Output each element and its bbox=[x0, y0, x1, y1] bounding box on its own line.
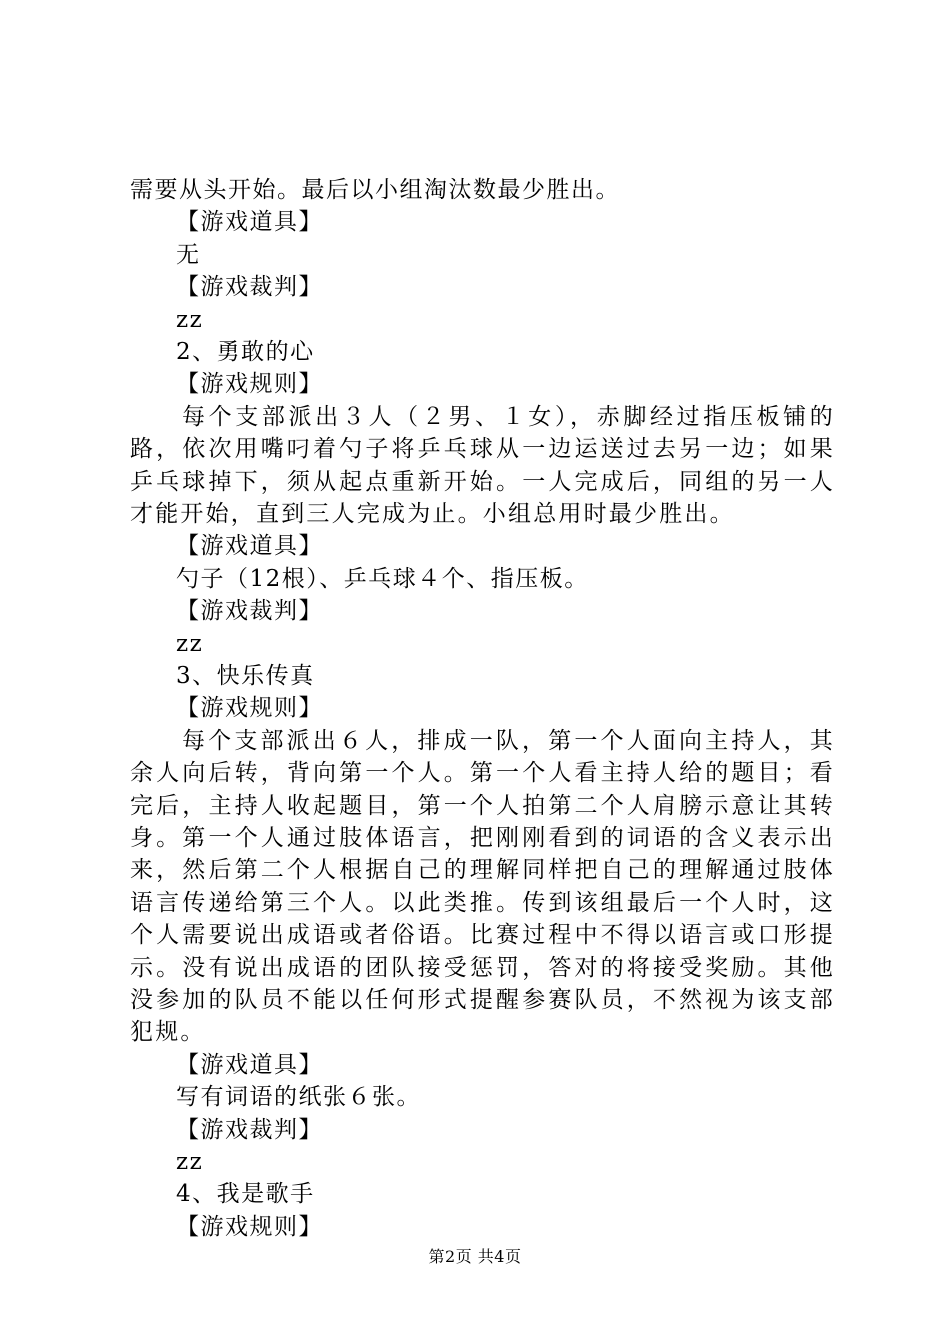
game-heading: 2、勇敢的心 bbox=[176, 338, 315, 365]
section-label-referee: 【游戏裁判】 bbox=[176, 274, 323, 301]
referee-text: zz bbox=[176, 630, 204, 657]
rules-paragraph: 每个支部派出６人，排成一队，第一个人面向主持人，其余人向后转，背向第一个人。第一个人看主持人给的题目；看完后，主持人收起题目，第一个人拍第二个人肩膀示意让其转身。第一个人通过肢体语言，把刚刚看到的词语的含义表示出来，然后第二个人根据自己的理解同样把自己的理解通过肢体语言传递给第三个人。以此类推。传到该组最后一个人时，这个人需要说出成语或者俗语。比赛过程中不得以语言或口形提示。没有说出成语的团队接受惩罚，答对的将接受奖励。其他没参加的队员不能以任何形式提醒参赛队员，不然视为该支部犯规。 bbox=[130, 727, 835, 1046]
game-heading: 4、我是歌手 bbox=[176, 1181, 315, 1208]
section-label-rules: 【游戏规则】 bbox=[176, 1213, 323, 1240]
section-label-rules: 【游戏规则】 bbox=[176, 371, 323, 398]
section-label-referee: 【游戏裁判】 bbox=[176, 1116, 323, 1143]
section-label-rules: 【游戏规则】 bbox=[176, 695, 323, 722]
referee-text: zz bbox=[176, 306, 204, 333]
props-text: 写有词语的纸张６张。 bbox=[176, 1084, 421, 1111]
game-heading: 3、快乐传真 bbox=[176, 662, 315, 689]
section-label-referee: 【游戏裁判】 bbox=[176, 598, 323, 625]
document-body bbox=[130, 174, 835, 1243]
rules-paragraph: 每个支部派出３人（２男、１女），赤脚经过指压板铺的路，依次用嘴叼着勺子将乒乓球从一边运送过去另一边；如果乒乓球掉下，须从起点重新开始。一人完成后，同组的另一人才能开始，直到三人完成为止。小组总用时最少胜出。 bbox=[130, 403, 835, 527]
referee-text: zz bbox=[176, 1148, 204, 1175]
section-label-props: 【游戏道具】 bbox=[176, 209, 323, 236]
page-number-footer: 第2页 共4页 bbox=[428, 1247, 522, 1266]
section-label-props: 【游戏道具】 bbox=[176, 533, 323, 560]
props-text: 勺子（12根）、乒乓球４个、指压板。 bbox=[176, 565, 589, 592]
props-text: 无 bbox=[176, 241, 201, 268]
paragraph-continuation: 需要从头开始。最后以小组淘汰数最少胜出。 bbox=[130, 177, 620, 203]
section-label-props: 【游戏道具】 bbox=[176, 1051, 323, 1078]
